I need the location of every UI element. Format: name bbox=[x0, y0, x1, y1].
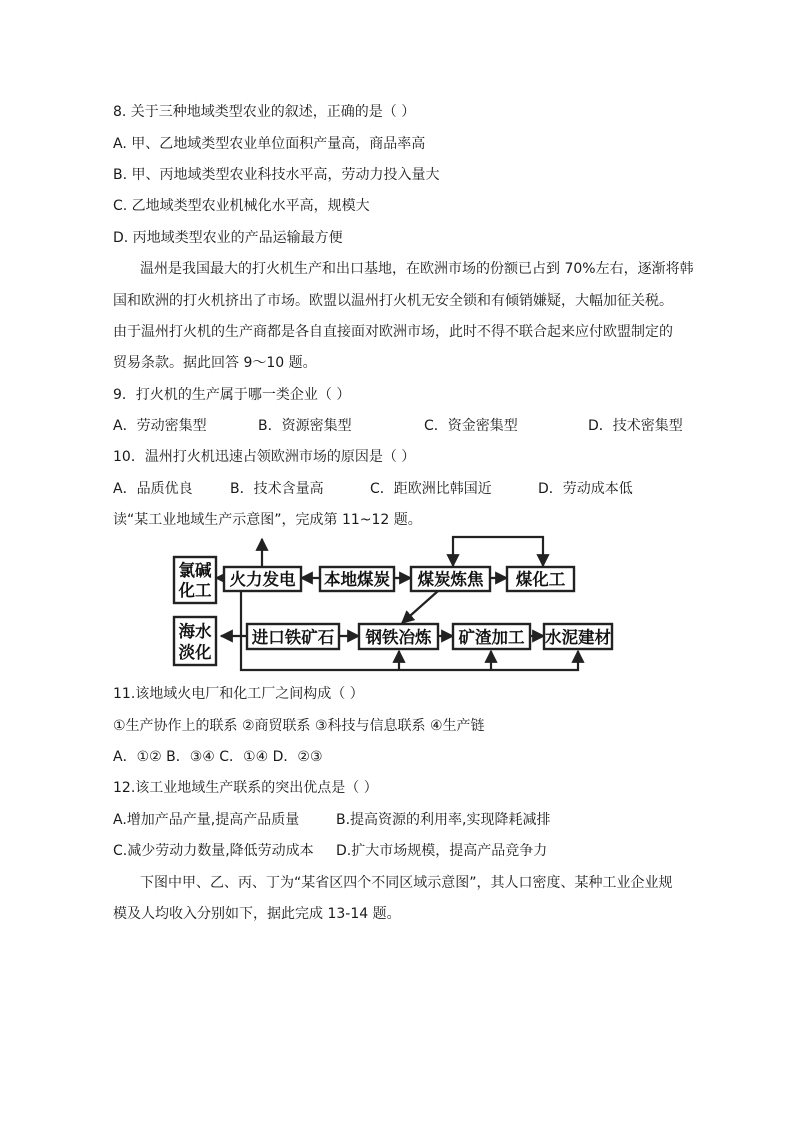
label-desalination-2: 淡化 bbox=[178, 643, 212, 662]
passage1-line-3: 由于温州打火机的生产商都是各自直接面对欧洲市场，此时不得不联合起来应付欧盟制定的 bbox=[113, 324, 673, 340]
arrow-coking-to-steel bbox=[402, 591, 438, 623]
q8-option-b: B. 甲、丙地域类型农业科技水平高，劳动力投入量大 bbox=[113, 167, 440, 183]
label-imported-ore: 进口铁矿石 bbox=[251, 628, 335, 647]
diagram-intro: 读“某工业地域生产示意图”，完成第 11~12 题。 bbox=[113, 512, 422, 528]
q8-option-d: D. 丙地域类型农业的产品运输最方便 bbox=[113, 230, 343, 246]
q12-option-c: C.减少劳动力数量,降低劳动成本 bbox=[113, 843, 314, 859]
q10-option-c: C．距欧洲比韩国近 bbox=[370, 481, 492, 497]
q9-option-b: B．资源密集型 bbox=[258, 418, 352, 434]
passage1-line-1: 温州是我国最大的打火机生产和出口基地，在欧洲市场的份额已占到 70%左右，逐渐将韩 bbox=[140, 261, 694, 277]
passage1-line-2: 国和欧洲的打火机挤出了市场。欧盟以温州打火机无安全锁和有倾销嫌疑，大幅加征关税。 bbox=[113, 293, 673, 309]
label-thermal-power: 火力发电 bbox=[229, 570, 296, 589]
q9-option-a: A．劳动密集型 bbox=[113, 418, 207, 434]
q10-stem: 10．温州打火机迅速占领欧洲市场的原因是（ ） bbox=[113, 449, 416, 465]
q12-option-a: A.增加产品产量,提高产品质量 bbox=[113, 812, 300, 828]
q8-stem: 8. 关于三种地域类型农业的叙述，正确的是（ ） bbox=[113, 104, 416, 120]
label-local-coal: 本地煤炭 bbox=[324, 570, 390, 589]
label-desalination-1: 海水 bbox=[178, 622, 212, 641]
passage2-line-1: 下图中甲、乙、丙、丁为“某省区四个不同区域示意图”，其人口密度、某种工业企业规 bbox=[140, 875, 673, 891]
q9-stem: 9．打火机的生产属于哪一类企业（ ） bbox=[113, 387, 351, 403]
q8-option-a: A. 甲、乙地域类型农业单位面积产量高，商品率高 bbox=[113, 136, 426, 152]
q9-option-c: C．资金密集型 bbox=[424, 418, 518, 434]
label-chlor-alkali-2: 化工 bbox=[178, 581, 212, 600]
q11-options: A．①② B．③④ C．①④ D．②③ bbox=[113, 749, 323, 765]
label-cement: 水泥建材 bbox=[545, 628, 611, 647]
q10-option-a: A．品质优良 bbox=[113, 481, 193, 497]
q11-choices: ①生产协作上的联系 ②商贸联系 ③科技与信息联系 ④生产链 bbox=[113, 718, 485, 734]
label-slag-processing: 矿渣加工 bbox=[458, 628, 525, 647]
q10-option-d: D．劳动成本低 bbox=[538, 481, 633, 497]
passage1-line-4: 贸易条款。据此回答 9～10 题。 bbox=[113, 355, 317, 371]
label-coal-coking: 煤炭炼焦 bbox=[417, 570, 484, 589]
label-steel-smelting: 钢铁冶炼 bbox=[365, 628, 432, 647]
passage2-line-2: 模及人均收入分别如下，据此完成 13-14 题。 bbox=[113, 906, 401, 922]
q12-option-b: B.提高资源的利用率,实现降耗减排 bbox=[336, 812, 551, 828]
top-bus-line bbox=[453, 537, 543, 566]
q12-option-d: D.扩大市场规模，提高产品竞争力 bbox=[336, 843, 548, 859]
q10-option-b: B．技术含量高 bbox=[230, 481, 324, 497]
label-coal-chemical: 煤化工 bbox=[515, 570, 566, 589]
label-chlor-alkali-1: 氯碱 bbox=[178, 561, 212, 580]
q12-stem: 12.该工业地域生产联系的突出优点是（ ） bbox=[113, 780, 378, 796]
q9-option-d: D．技术密集型 bbox=[588, 418, 683, 434]
q8-option-c: C. 乙地域类型农业机械化水平高，规模大 bbox=[113, 198, 370, 214]
industrial-region-diagram bbox=[168, 533, 614, 676]
q11-stem: 11.该地域火电厂和化工厂之间构成（ ） bbox=[113, 686, 364, 702]
